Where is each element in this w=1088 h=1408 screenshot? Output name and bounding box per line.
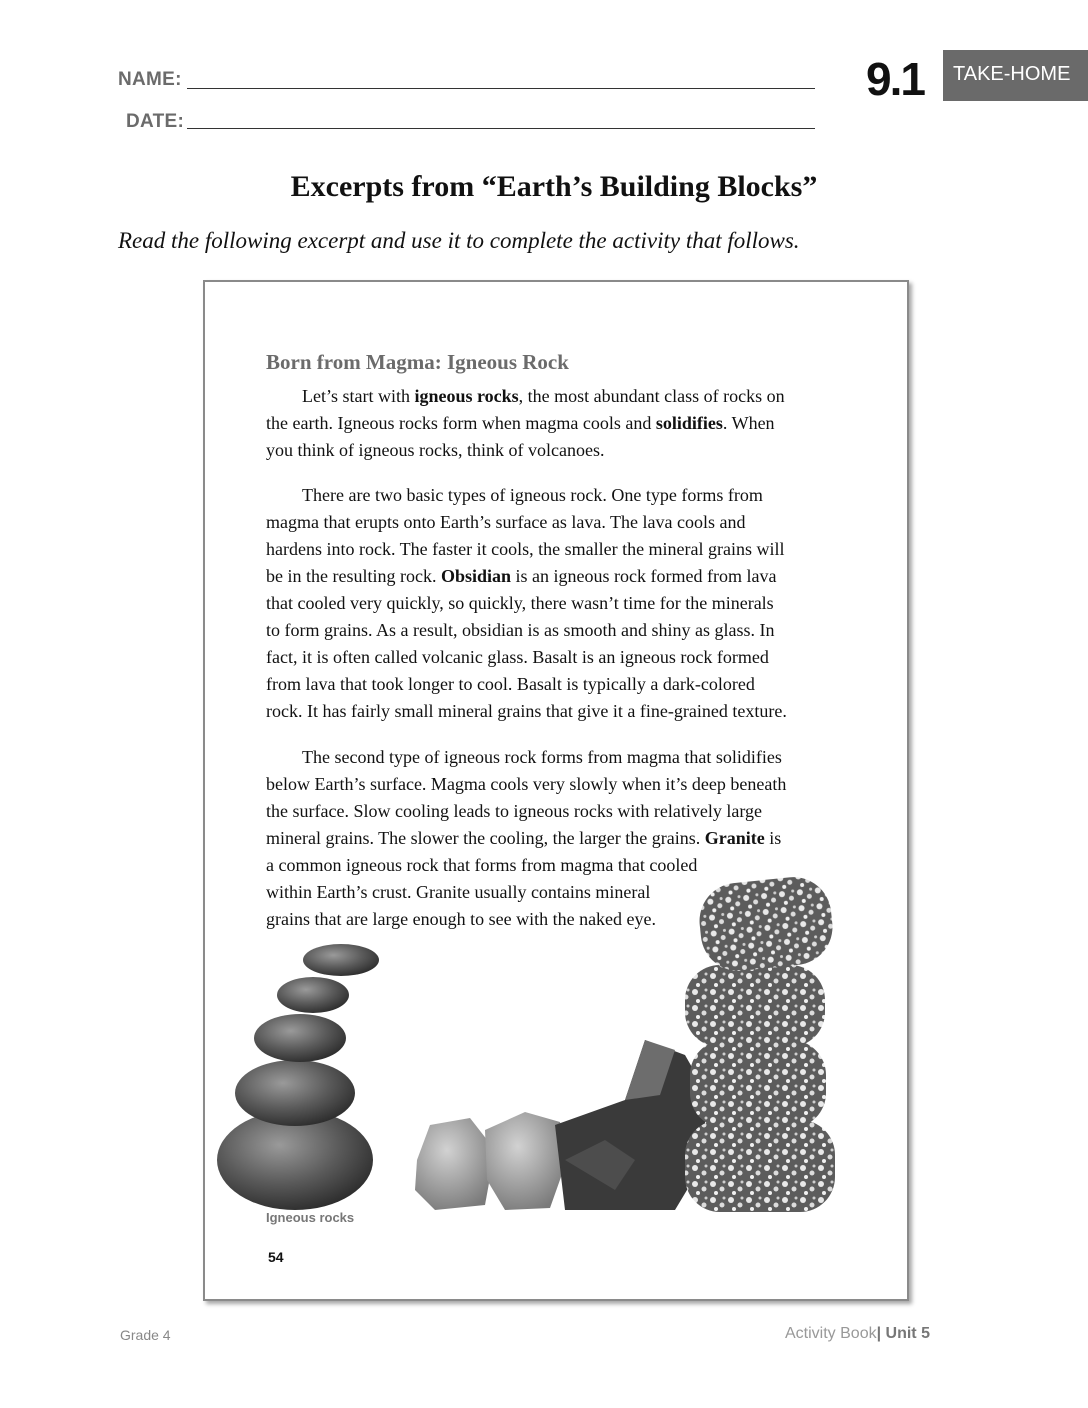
p2-line-8: from lava that took longer to cool. Basalt is typically a dark-colored xyxy=(266,674,755,694)
date-label: DATE: xyxy=(126,111,185,132)
p3-line-7: grains that are large enough to see with the naked eye. xyxy=(266,909,657,929)
p2-line-9: rock. It has fairly small mineral grains that give it a fine-grained texture. xyxy=(266,701,787,721)
light-rocks xyxy=(415,1112,567,1210)
paragraph-1 xyxy=(266,383,832,464)
granite-stack xyxy=(685,873,836,1212)
p1-line-2: the earth. Igneous rocks form when magma cools and solidifies. When xyxy=(266,413,775,433)
p2-line-6: to form grains. As a result, obsidian is as smooth and shiny as glass. In xyxy=(266,620,775,640)
basalt-stack xyxy=(217,944,379,1210)
p3-line-4: mineral grains. The slower the cooling, the larger the grains. Granite is xyxy=(266,828,782,848)
section-heading: Born from Magma: Igneous Rock xyxy=(266,350,569,374)
image-caption: Igneous rocks xyxy=(266,1210,355,1225)
p2-line-4: be in the resulting rock. Obsidian is an igneous rock formed from lava xyxy=(266,566,777,586)
p3-line-5: a common igneous rock that forms from magma that cooled xyxy=(266,855,698,875)
take-home-tag: TAKE-HOME xyxy=(943,50,1088,101)
paragraph-2 xyxy=(266,482,832,725)
name-label: NAME: xyxy=(118,69,182,90)
footer-grade: Grade 4 xyxy=(120,1327,171,1343)
p3-line-2: below Earth’s surface. Magma cools very slowly when it’s deep beneath xyxy=(266,774,787,794)
p3-line-6: within Earth’s crust. Granite usually contains mineral xyxy=(266,882,651,902)
book-page-number: 54 xyxy=(268,1249,284,1265)
page-title: Excerpts from “Earth’s Building Blocks” xyxy=(290,170,818,203)
lesson-number: 9.1 xyxy=(866,53,924,105)
footer-book-unit: Activity Book| Unit 5 xyxy=(785,1325,930,1342)
p2-line-2: magma that erupts onto Earth’s surface as lava. The lava cools and xyxy=(266,512,746,532)
name-line[interactable] xyxy=(187,88,815,89)
p2-line-5: that cooled very quickly, so quickly, there wasn’t time for the minerals xyxy=(266,593,774,613)
p2-line-3: hardens into rock. The faster it cools, the smaller the mineral grains will xyxy=(266,539,785,559)
p2-line-1: There are two basic types of igneous rock. One type forms from xyxy=(302,485,763,505)
obsidian-rock xyxy=(555,1040,705,1210)
p3-line-1: The second type of igneous rock forms from magma that solidifies xyxy=(302,747,782,767)
p1-line-1: Let’s start with igneous rocks, the most abundant class of rocks on xyxy=(302,386,785,406)
date-line[interactable] xyxy=(187,128,815,129)
p2-line-7: fact, it is often called volcanic glass. Basalt is an igneous rock formed xyxy=(266,647,769,667)
instructions: Read the following excerpt and use it to complete the activity that follows. xyxy=(118,228,800,253)
p1-line-3: you think of igneous rocks, think of volcanoes. xyxy=(266,440,605,460)
p3-line-3: the surface. Slow cooling leads to igneous rocks with relatively large xyxy=(266,801,763,821)
igneous-rocks-image xyxy=(205,860,855,1215)
